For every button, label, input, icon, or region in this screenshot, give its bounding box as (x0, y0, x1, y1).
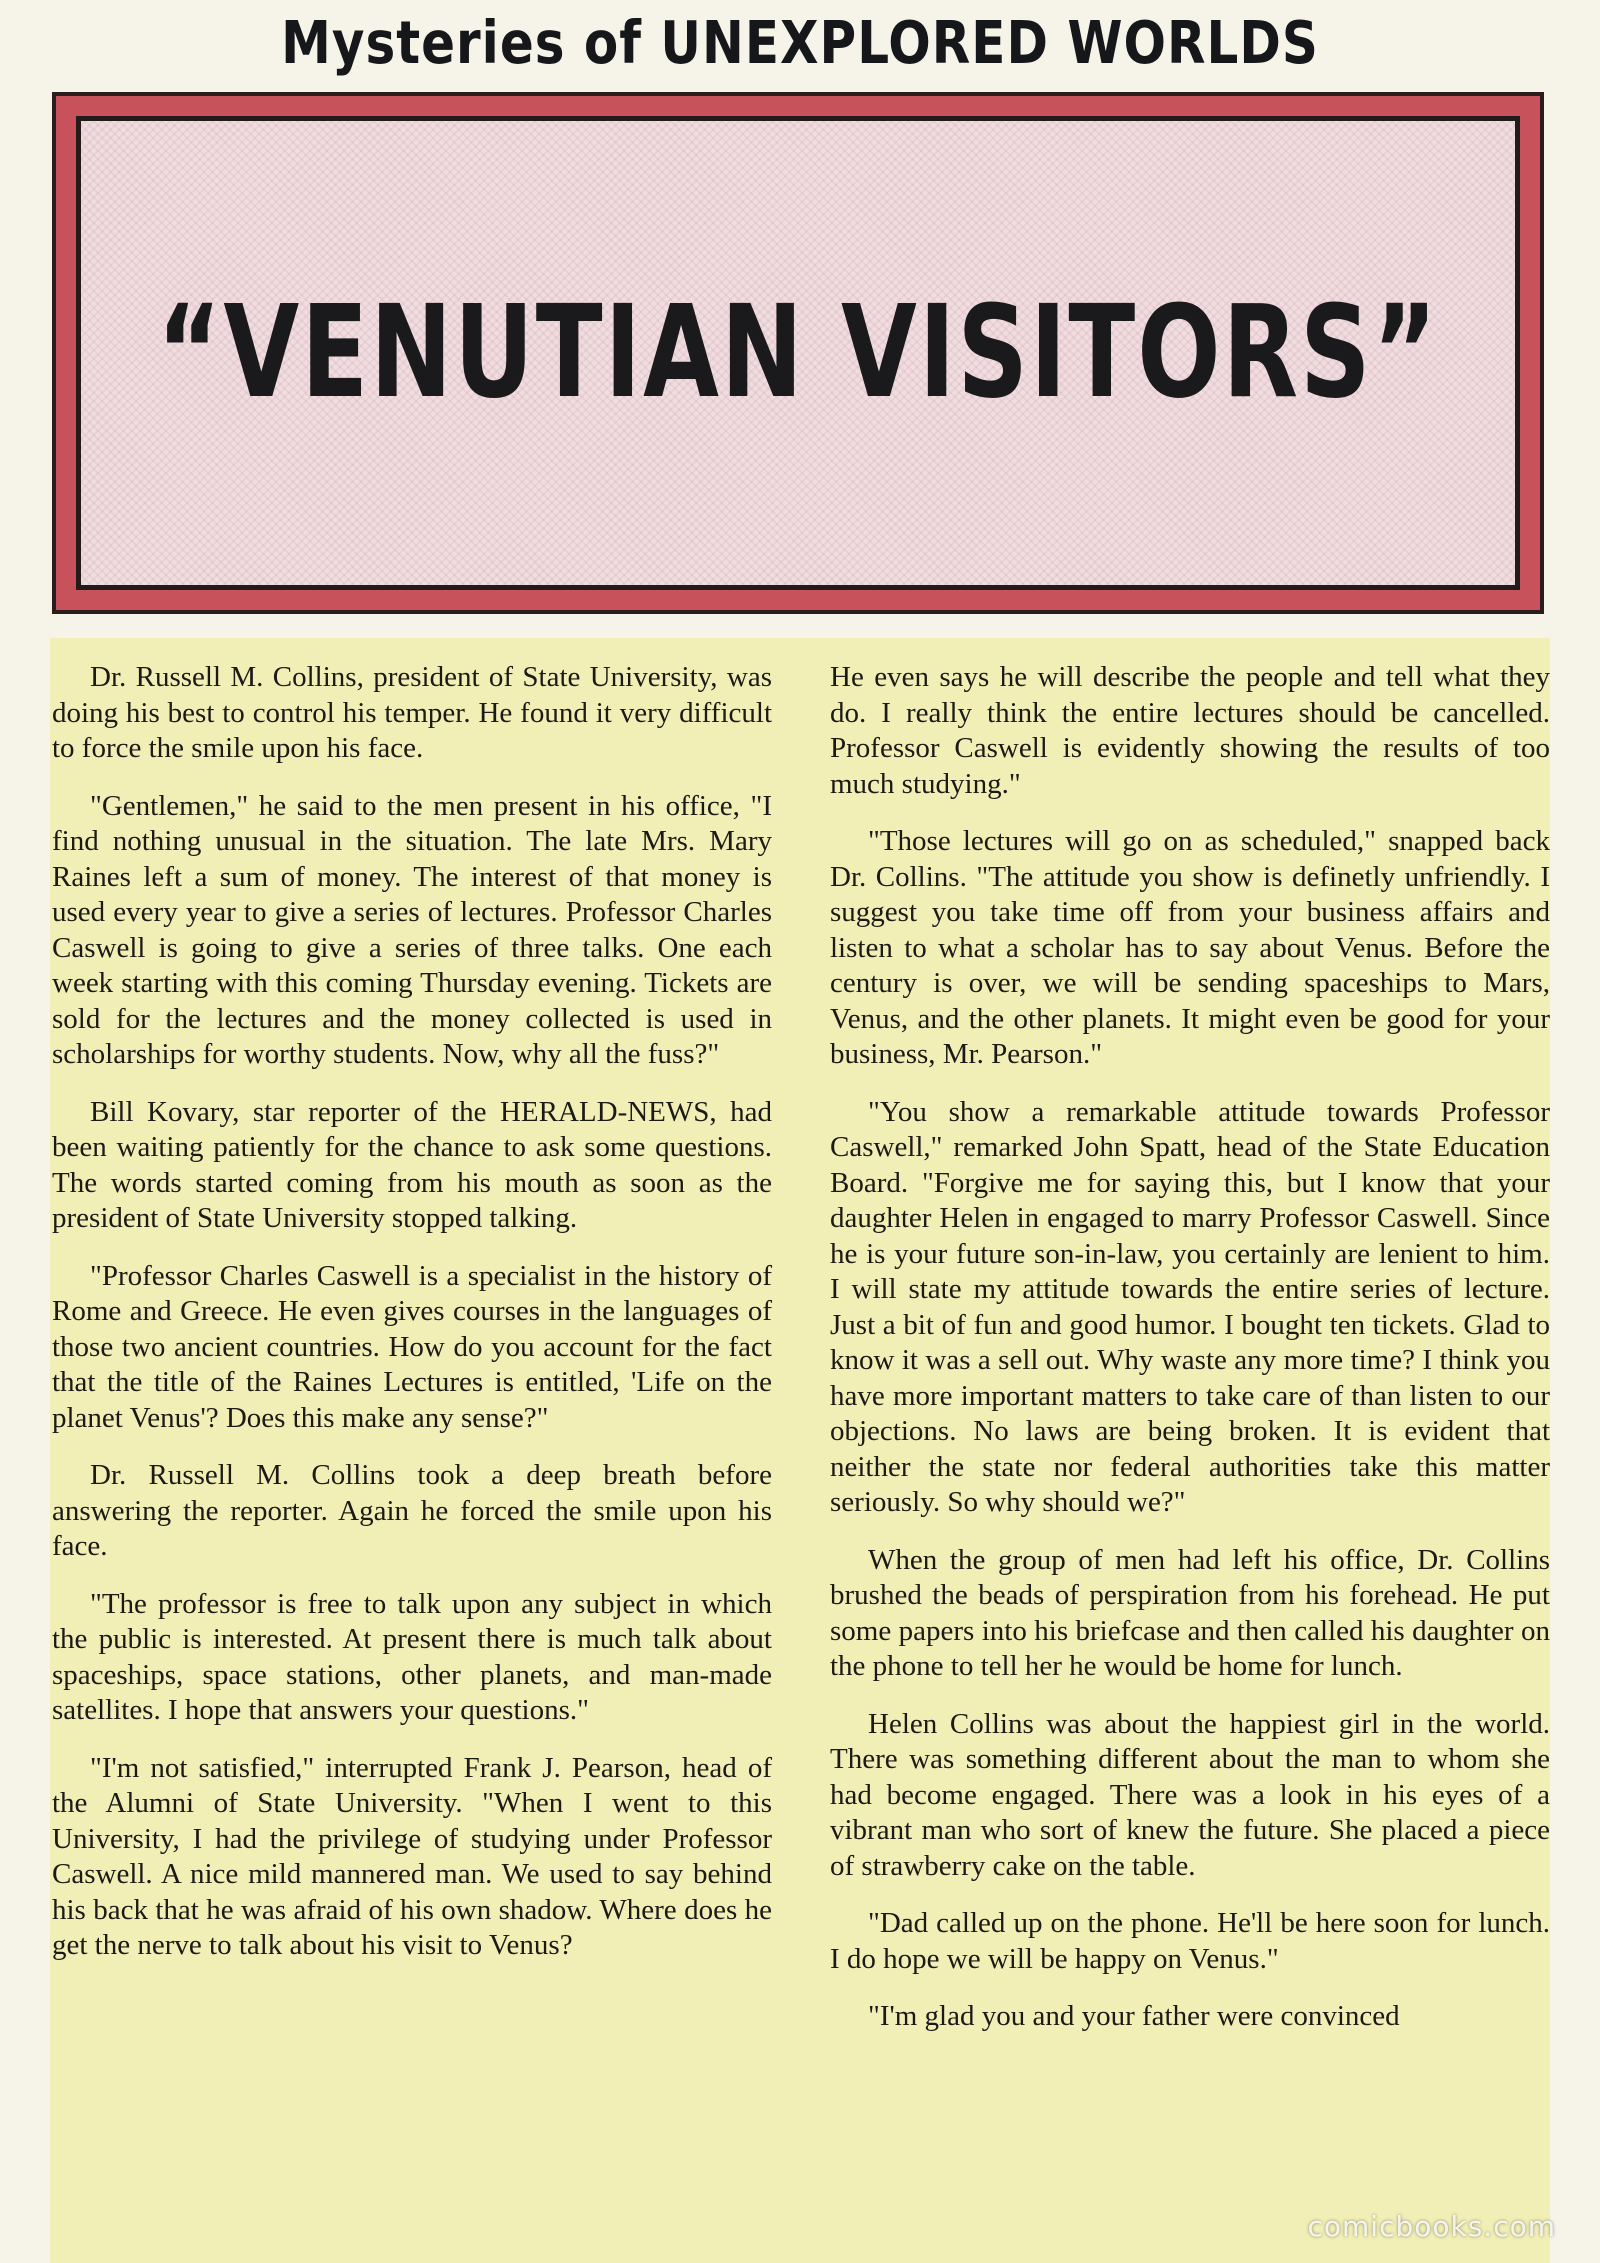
paragraph: Dr. Russell M. Collins took a deep breath before answering the reporter. Again he forced the smile upon his face. (52, 1459, 772, 1562)
paragraph: When the group of men had left his office, Dr. Collins brushed the beads of perspiration from his forehead. He put some papers into his briefcase and then called his daughter on the phone to tell her he would be home for lunch. (830, 1543, 1550, 1682)
paragraph: "Gentlemen," he said to the men present in his office, "I find nothing unusual in the situation. The late Mrs. Mary Raines left a sum of money. The interest of that money is used every year to give a series of lectures. Professor Charles Caswell is going to give a series of three talks. One each week starting with this coming Thursday evening. Tickets are sold for the lectures and the money collected is used in scholarships for worthy students. Now, why all the fuss?" (52, 789, 772, 1070)
paragraph: "The professor is free to talk upon any subject in which the public is interested. At present there is much talk about spaceships, space stations, other planets, and man-made satellites. I hope that answers your questions." (52, 1587, 772, 1726)
paragraph: Helen Collins was about the happiest girl in the world. There was something different about the man to whom she had become engaged. There was a look in his eyes of a vibrant man who sort of knew the future. She placed a piece of strawberry cake on the table. (830, 1707, 1550, 1882)
story-text-panel (50, 638, 1550, 2263)
title-panel (52, 92, 1544, 614)
paragraph: "Dad called up on the phone. He'll be here soon for lunch. I do hope we will be happy on Venus." (830, 1907, 1550, 1975)
watermark: comicbooks.com (1307, 2210, 1556, 2243)
paragraph: Bill Kovary, star reporter of the HERALD-NEWS, had been waiting patiently for the chance to ask some questions. The words started coming from his mouth as soon as the president of State University stopped talking. (52, 1095, 772, 1234)
right-column (830, 660, 1550, 2057)
paragraph: "Those lectures will go on as scheduled," snapped back Dr. Collins. "The attitude you show is definetly unfriendly. I suggest you take time off from your business affairs and listen to what a scholar has to say about Venus. Before the century is over, we will be sending spaceships to Mars, Venus, and the other planets. It might even be good for your business, Mr. Pearson." (830, 825, 1550, 1070)
paragraph: He even says he will describe the people and tell what they do. I really think the entire lectures should be cancelled. Professor Caswell is evidently showing the results of too much studying." (830, 661, 1550, 800)
paragraph: "I'm not satisfied," interrupted Frank J. Pearson, head of the Alumni of State University. "When I went to this University, I had the privilege of studying under Professor Caswell. A nice mild mannered man. We used to say behind his back that he was afraid of his own shadow. Where does he get the nerve to talk about his visit to Venus? (52, 1751, 772, 1961)
paragraph: "You show a remarkable attitude towards Professor Caswell," remarked John Spatt, head of the State Education Board. "Forgive me for saying this, but I know that your daughter Helen in engaged to marry Professor Caswell. Since he is your future son-in-law, you certainly are lenient to him. I will state my attitude towards the entire series of lecture. Just a bit of fun and good humor. I bought ten tickets. Glad to know it was a sell out. Why waste any more time? I think you have more important matters to take care of than listen to our objections. No laws are being broken. It is evident that neither the state nor federal authorities take this matter seriously. So why should we?" (830, 1095, 1550, 1518)
paragraph: "Professor Charles Caswell is a specialist in the history of Rome and Greece. He even gives courses in the languages of those two ancient countries. How do you account for the fact that the title of the Raines Lectures is entitled, 'Life on the planet Venus'? Does this make any sense?" (52, 1259, 772, 1434)
left-column (52, 660, 772, 1986)
story-title: “VENUTIAN VISITORS” (156, 278, 1440, 428)
paragraph: Dr. Russell M. Collins, president of State University, was doing his best to control his temper. He found it very difficult to force the smile upon his face. (52, 661, 772, 764)
paragraph: "I'm glad you and your father were convinced (868, 2000, 1400, 2032)
series-title: Mysteries of UNEXPLORED WORLDS (281, 8, 1319, 78)
title-panel-inner (76, 116, 1520, 590)
